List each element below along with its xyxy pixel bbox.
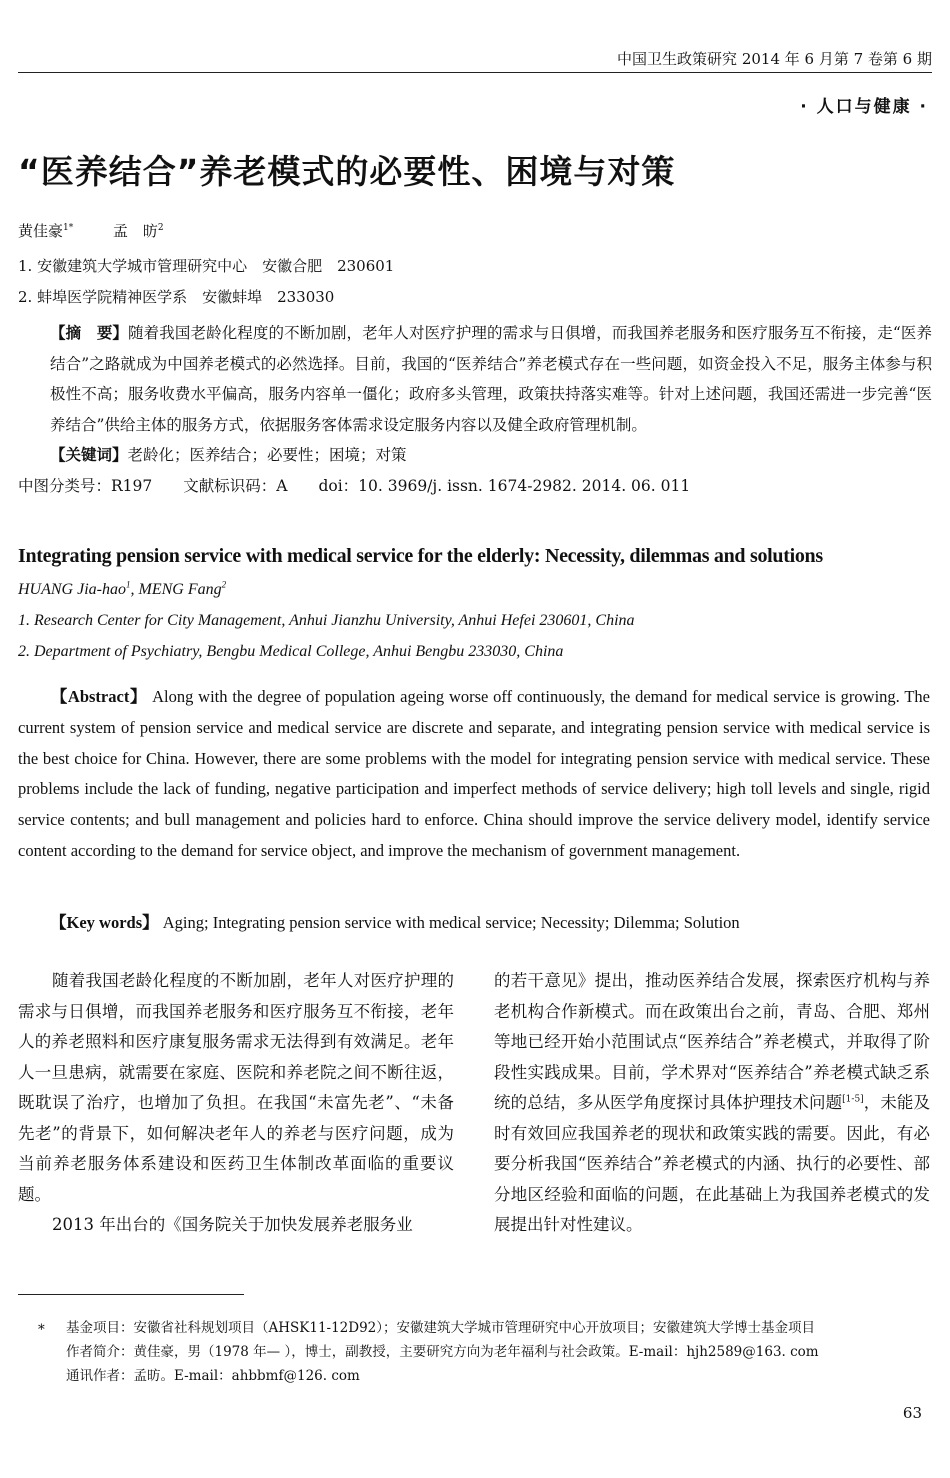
body-paragraph-3b: ，未能及时有效回应我国养老的现状和政策实践的需要。因此，有必要分析我国“医养结合”养老模式的内涵、执行的必要性、部分地区经验和面临的问题，在此基础上为我国养老模式的发展提出针对性建议。: [494, 1093, 931, 1234]
author-separator: ,: [130, 581, 139, 598]
article-title-cn: “医养结合”养老模式的必要性、困境与对策: [18, 152, 676, 191]
body-paragraph-2: 2013 年出台的《国务院关于加快发展养老服务业: [52, 1215, 413, 1234]
footnote-bio: 作者简介：黄佳豪，男（1978 年— ），博士，副教授，主要研究方向为老年福利与社会政策。E-mail：hjh2589@163. com: [66, 1344, 819, 1360]
authors-en: [18, 581, 226, 599]
author-2-en: MENG Fang: [138, 581, 222, 598]
abstract-en-label: 【Abstract】: [50, 687, 148, 706]
body-column-right: [494, 966, 930, 1241]
authors-cn: [18, 220, 164, 241]
header-rule: [18, 72, 932, 73]
body-paragraph-1: 随着我国老龄化程度的不断加剧，老年人对医疗护理的需求与日俱增，而我国养老服务和医疗服务互不衔接，老年人的养老照料和医疗康复服务需求无法得到有效满足。老年人一旦患病，就需要在家庭、医院和养老院之间不断往返，既耽误了治疗，也增加了负担。在我国“未富先老”、“未备先老”的背景下，如何解决老年人的养老与医疗问题，成为当前养老服务体系建设和医药卫生体制改革面临的重要议题。: [18, 971, 454, 1204]
footnote-fund: 基金项目：安徽省社科规划项目（AHSK11-12D92）；安徽建筑大学城市管理研究中心开放项目；安徽建筑大学博士基金项目: [66, 1320, 816, 1336]
section-label: · 人口与健康 ·: [800, 97, 928, 117]
author-2-cn: 孟 昉: [112, 222, 158, 240]
abstract-en-text: Along with the degree of population ageing worse off continuously, the demand for medical service is growing. The current system of pension service and medical service are discrete and separate, and integrating pension service with medical service is the best choice for China. However, there are some problems with the model for integrating pension service with medical service. These problems include the lack of funding, negative participation and imperfect methods of service delivery; high toll levels and single, rigid service contents; and bull management and policies hard to enforce. China should improve the service delivery model, identify service content according to the demand for service object, and improve the mechanism of government management.: [18, 687, 930, 860]
author-2-mark: 2: [157, 223, 164, 233]
author-1-cn: 黄佳豪: [18, 222, 64, 240]
footnotes: [38, 1316, 938, 1388]
body-paragraph-3a: 的若干意见》提出，推动医养结合发展，探索医疗机构与养老机构合作新模式。而在政策出台之前，青岛、合肥、郑州等地已经开始小范围试点“医养结合”养老模式，并取得了阶段性实践成果。目前，学术界对“医养结合”养老模式缺乏系统的总结，多从医学角度探讨具体护理技术问题: [494, 971, 930, 1112]
author-1-en-mark: 1: [125, 579, 131, 590]
abstract-en: [18, 682, 930, 867]
classification-line: 中图分类号：R197 文献标识码：A doi：10. 3969/j. issn. 1674-2982. 2014. 06. 011: [18, 476, 691, 495]
article-title-en: Integrating pension service with medical service for the elderly: Necessity, dilemmas and solutions: [18, 545, 823, 567]
author-1-mark: 1*: [63, 223, 74, 233]
affiliation-cn-1: 1. 安徽建筑大学城市管理研究中心 安徽合肥 230601: [18, 257, 395, 275]
affiliation-en-1: 1. Research Center for City Management, Anhui Jianzhu University, Anhui Hefei 230601, China: [18, 612, 635, 629]
keywords-en-label: 【Key words】: [50, 913, 159, 932]
body-paragraph-3: [494, 966, 930, 1241]
abstract-cn-label: 【摘 要】: [50, 323, 129, 342]
journal-header: 中国卫生政策研究 2014 年 6 月第 7 卷第 6 期: [617, 50, 932, 68]
affiliation-cn-2: 2. 蚌埠医学院精神医学系 安徽蚌埠 233030: [18, 288, 335, 306]
footnote-contact: 通讯作者：孟昉。E-mail：ahbbmf@126. com: [66, 1368, 360, 1384]
page-number: 63: [902, 1404, 922, 1422]
keywords-cn-text: 老龄化；医养结合；必要性；困境；对策: [127, 446, 407, 464]
abstract-cn-text: 随着我国老龄化程度的不断加剧，老年人对医疗护理的需求与日俱增，而我国养老服务和医疗服务互不衔接，走“医养结合”之路就成为中国养老模式的必然选择。目前，我国的“医养结合”养老模式存在一些问题，如资金投入不足，服务主体参与积极性不高；服务收费水平偏高，服务内容单一僵化；政府多头管理，政策扶持落实难等。针对上述问题，我国还需进一步完善“医养结合”供给主体的服务方式，依据服务客体需求设定服务内容以及健全政府管理机制。: [50, 324, 932, 434]
author-1-en: HUANG Jia-hao: [18, 581, 126, 598]
body-column-left: [18, 966, 454, 1241]
author-2-en-mark: 2: [221, 579, 227, 590]
abstract-cn: [18, 318, 932, 501]
footnote-rule: [18, 1294, 244, 1295]
keywords-cn-label: 【关键词】: [50, 445, 128, 464]
citation-ref: [1-5]: [842, 1094, 864, 1105]
keywords-en-text: Aging; Integrating pension service with medical service; Necessity; Dilemma; Solution: [158, 913, 740, 932]
affiliation-en-2: 2. Department of Psychiatry, Bengbu Medical College, Anhui Bengbu 233030, China: [18, 643, 564, 660]
keywords-en: [18, 909, 740, 933]
footnote-star: *: [38, 1322, 45, 1338]
